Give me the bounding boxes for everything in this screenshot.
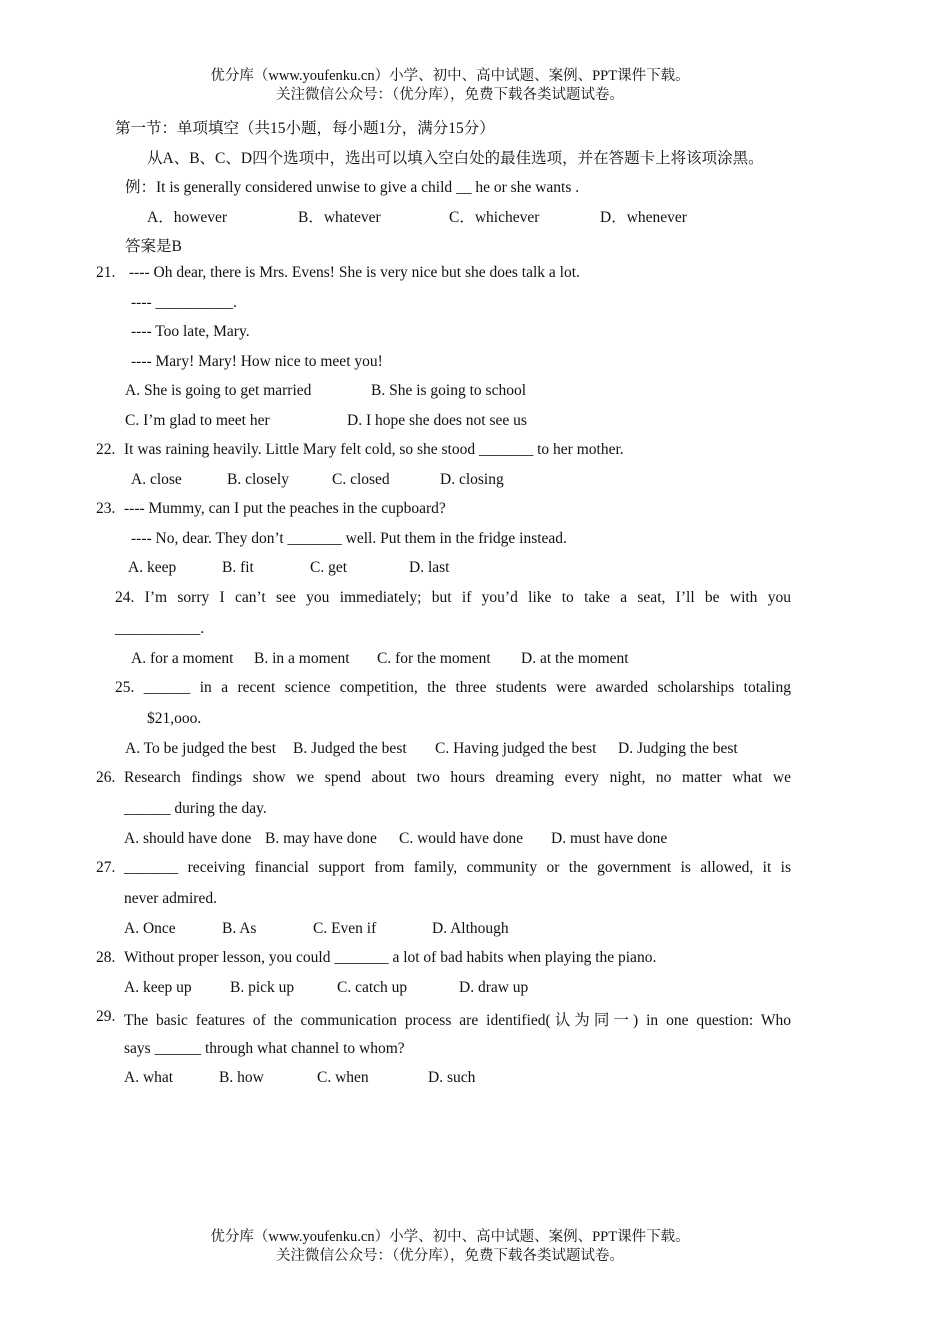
question-number: 27.: [96, 859, 116, 876]
q23-option-b: B. fit: [222, 559, 254, 576]
q24-line-2: ___________.: [115, 620, 205, 637]
header-line-2: 关注微信公众号：（优分库），免费下载各类试题试卷。: [276, 87, 624, 103]
q24-option-a: A. for a moment: [131, 650, 234, 667]
q23-line-1: ---- Mummy, can I put the peaches in the cupboard?: [124, 500, 446, 517]
q25-option-b: B. Judged the best: [293, 740, 407, 757]
q21-option-c: C. I’m glad to meet her: [125, 412, 270, 429]
q21-line-4: ---- Mary! Mary! How nice to meet you!: [131, 353, 383, 370]
q26-option-b: B. may have done: [265, 830, 377, 847]
q29-option-c: C. when: [317, 1069, 369, 1086]
q26-option-d: D. must have done: [551, 830, 668, 847]
q23-option-a: A. keep: [128, 559, 177, 576]
q28-option-b: B. pick up: [230, 979, 295, 996]
q21-option-d: D. I hope she does not see us: [347, 412, 527, 429]
q26-option-c: C. would have done: [399, 830, 523, 847]
q27-option-d: D. Although: [432, 920, 509, 937]
example-option-b: B．whatever: [298, 209, 381, 226]
q21-line-1: ---- Oh dear, there is Mrs. Evens! She is very nice but she does talk a lot.: [129, 264, 580, 281]
q21-line-2: ---- __________.: [131, 294, 237, 311]
q23-option-c: C. get: [310, 559, 348, 576]
q22-option-a: A. close: [131, 471, 182, 488]
header-line-1: 优分库（www.youfenku.cn）小学、初中、高中试题、案例、PPT课件下载。: [210, 68, 690, 84]
q24-option-b: B. in a moment: [254, 650, 350, 667]
q23-line-2: ---- No, dear. They don’t _______ well. Put them in the fridge instead.: [131, 530, 567, 547]
q26-option-a: A. should have done: [124, 830, 252, 847]
q25-line-1: 25. ______ in a recent science competition, the three students were awarded scholarships totaling: [115, 679, 791, 696]
q27-line-1: _______ receiving financial support from family, community or the government is allowed, it is: [124, 859, 791, 876]
footer-line-2: 关注微信公众号：（优分库），免费下载各类试题试卷。: [276, 1248, 624, 1264]
q24-line-1: 24. I’m sorry I can’t see you immediately; but if you’d like to take a seat, I’ll be with you: [115, 589, 791, 606]
q29-line-2: says ______ through what channel to whom?: [124, 1040, 405, 1057]
q29-option-a: A. what: [124, 1069, 174, 1086]
question-number: 22.: [96, 441, 116, 458]
q27-option-c: C. Even if: [313, 920, 377, 937]
q25-option-d: D. Judging the best: [618, 740, 738, 757]
q21-option-a: A. She is going to get married: [125, 382, 312, 399]
question-number: 23.: [96, 500, 116, 517]
question-number: 28.: [96, 949, 116, 966]
q23-option-d: D. last: [409, 559, 450, 576]
footer-line-1: 优分库（www.youfenku.cn）小学、初中、高中试题、案例、PPT课件下载。: [210, 1229, 690, 1245]
q25-option-c: C. Having judged the best: [435, 740, 597, 757]
q26-line-2: ______ during the day.: [124, 800, 267, 817]
question-number: 29.: [96, 1008, 116, 1025]
section-title: 第一节：单项填空（共15小题，每小题1分，满分15分）: [115, 120, 495, 137]
question-number: 26.: [96, 769, 116, 786]
q28-stem: Without proper lesson, you could _______ a lot of bad habits when playing the piano.: [124, 949, 657, 966]
q24-option-c: C. for the moment: [377, 650, 491, 667]
q27-option-a: A. Once: [124, 920, 176, 937]
q27-option-b: B. As: [222, 920, 257, 937]
q24-option-d: D. at the moment: [521, 650, 629, 667]
q29-line-1: The basic features of the communication process are identified(认为同一) in one question: Who: [124, 1012, 791, 1029]
example-option-a: A．however: [147, 209, 228, 226]
q28-option-d: D. draw up: [459, 979, 529, 996]
example-option-c: C．whichever: [449, 209, 540, 226]
q29-option-d: D. such: [428, 1069, 476, 1086]
q28-option-a: A. keep up: [124, 979, 192, 996]
q22-option-d: D. closing: [440, 471, 504, 488]
question-number: 21.: [96, 264, 116, 281]
q29-option-b: B. how: [219, 1069, 264, 1086]
q22-option-b: B. closely: [227, 471, 289, 488]
q21-option-b: B. She is going to school: [371, 382, 527, 399]
q22-stem: It was raining heavily. Little Mary felt cold, so she stood _______ to her mother.: [124, 441, 624, 458]
q28-option-c: C. catch up: [337, 979, 408, 996]
q27-line-2: never admired.: [124, 890, 217, 907]
example-option-d: D．whenever: [600, 209, 687, 226]
section-instruction: 从A、B、C、D四个选项中，选出可以填入空白处的最佳选项，并在答题卡上将该项涂黑。: [147, 150, 764, 167]
q22-option-c: C. closed: [332, 471, 390, 488]
q25-line-2: $21,ooo.: [147, 710, 202, 727]
example-stem: 例：It is generally considered unwise to give a child __ he or she wants .: [125, 179, 580, 196]
q26-line-1: Research findings show we spend about two hours dreaming every night, no matter what we: [124, 769, 791, 786]
example-answer: 答案是B: [125, 238, 182, 255]
q21-line-3: ---- Too late, Mary.: [131, 323, 250, 340]
q25-option-a: A. To be judged the best: [125, 740, 277, 757]
